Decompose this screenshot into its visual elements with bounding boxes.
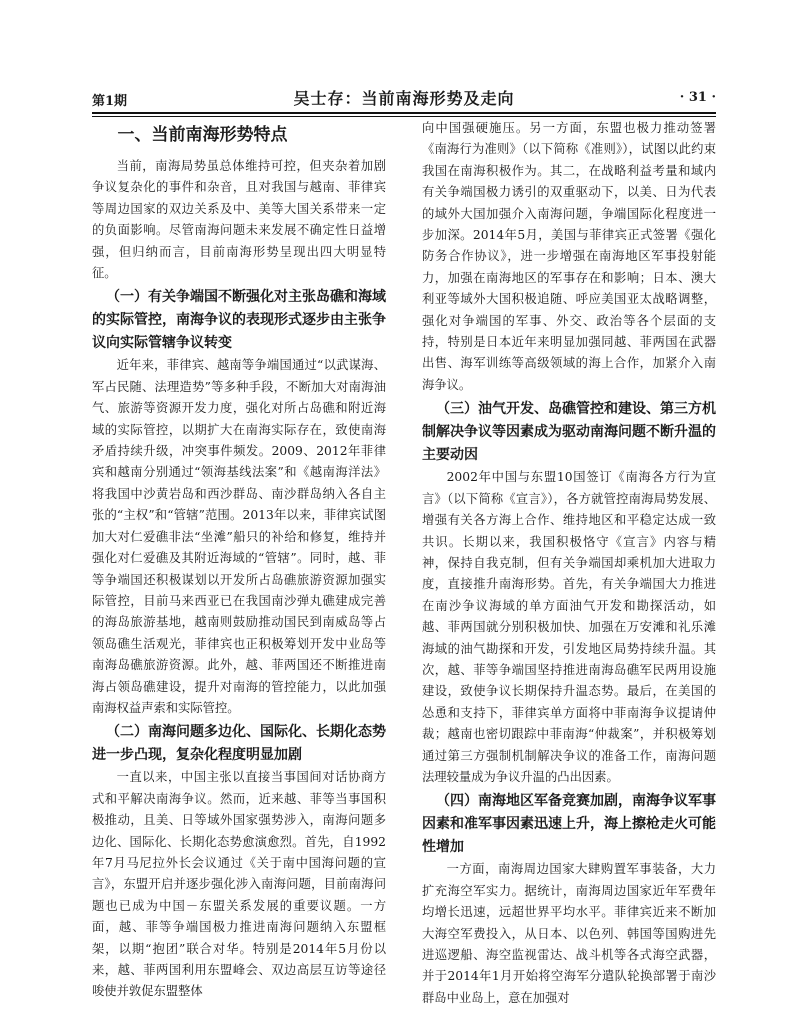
left-column bbox=[92, 118, 386, 1008]
running-title: 吴士存：当前南海形势及走向 bbox=[293, 89, 515, 108]
subsection-heading-4: （四）南海地区军备竞赛加剧，南海争议军事因素和准军事因素迅速上升，海上擦枪走火可能性增加 bbox=[422, 793, 716, 856]
section-title: 一、当前南海形势特点 bbox=[117, 125, 288, 145]
paragraph-1: 近年来，菲律宾、越南等争端国通过“以武谋海、军占民随、法理造势”等多种手段，不断加大对南海油气、旅游等资源开发力度，强化对所占岛礁和附近海域的实际管控，以期扩大在南海实际存在，致使南海矛盾持续升级，冲突事件频发。2009、2012年菲律宾和越南分别通过“领海基线法案”和《越南海洋法》将我国中沙黄岩岛和西沙群岛、南沙群岛纳入各自主张的“主权”和“管辖”范围。2013年以来，菲律宾试图加大对仁爱礁非法“坐滩”船只的补给和修复，维持并强化对仁爱礁及其附近海域的“管辖”。同时，越、菲等争端国还积极谋划以开发所占岛礁旅游资源加强实际管控，目前马来西亚已在我国南沙弹丸礁建成完善的海岛旅游基地，越南则鼓励推动国民到南威岛等占领岛礁生活观光，菲律宾也正积极筹划开发中业岛等南海岛礁旅游资源。此外，越、菲两国还不断推进南海占领岛礁建设，提升对南海的管控能力，以此加强南海权益声索和实际管控。 bbox=[92, 358, 386, 715]
running-header bbox=[92, 84, 716, 114]
header-rule-thin bbox=[92, 116, 716, 117]
subsection-heading-3: （三）油气开发、岛礁管控和建设、第三方机制解决争议等因素成为驱动南海问题不断升温的主要动因 bbox=[422, 401, 716, 464]
subsection-heading-2: （二）南海问题多边化、国际化、长期化态势进一步凸现，复杂化程度明显加剧 bbox=[92, 724, 386, 764]
header-rule-thick bbox=[92, 112, 716, 114]
page-number: · 31 · bbox=[679, 90, 716, 105]
paragraph-continued: 向中国强硬施压。另一方面，东盟也极力推动签署《南海行为准则》（以下简称《准则》），试图以此约束我国在南海积极作为。其二，在战略利益考量和域内有关争端国极力诱引的双重驱动下，以美、日为代表的域外大国加强介入南海问题，争端国际化程度进一步加深。2014年5月，美国与菲律宾正式签署《强化防务合作协议》，进一步增强在南海地区军事投射能力，加强在南海地区的军事存在和影响；日本、澳大利亚等域外大国积极追随、呼应美国亚太战略调整，强化对争端国的军事、外交、政治等各个层面的支持，特别是日本近年来明显加强同越、菲两国在武器出售、海军训练等高级领域的海上合作，加紧介入南海争议。 bbox=[422, 121, 716, 392]
paragraph-2: 一直以来，中国主张以直接当事国间对话协商方式和平解决南海争议。然而，近来越、菲等当事国积极推动，且美、日等域外国家强势涉入，南海问题多边化、国际化、长期化态势愈演愈烈。首先，自1992年7月马尼拉外长会议通过《关于南中国海问题的宣言》，东盟开启并逐步强化涉入南海问题，目前南海问题也已成为中国－东盟关系发展的重要议题。一方面，越、菲等争端国极力推进南海问题纳入东盟框架，以期“抱团”联合对华。特别是2014年5月份以来，越、菲两国利用东盟峰会、双边高层互访等途径唆使并敦促东盟整体 bbox=[92, 770, 386, 999]
subsection-heading-1: （一）有关争端国不断强化对主张岛礁和海域的实际管控，南海争议的表现形式逐步由主张争议向实际管辖争议转变 bbox=[92, 289, 386, 352]
issue-number: 第1期 bbox=[92, 94, 128, 109]
intro-paragraph: 当前，南海局势虽总体维持可控，但夹杂着加剧争议复杂化的事件和杂音，且对我国与越南、菲律宾等周边国家的双边关系及中、美等大国关系带来一定的负面影响。尽管南海问题未来发展不确定性日益增强，但归纳而言，目前南海形势呈现出四大明显特征。 bbox=[92, 159, 386, 281]
paragraph-3: 2002年中国与东盟10国签订《南海各方行为宣言》（以下简称《宣言》），各方就管控南海局势发展、增强有关各方海上合作、维持地区和平稳定达成一致共识。长期以来，我国积极恪守《宣言》内容与精神，保持自我克制，但有关争端国却乘机加大进取力度，直接推升南海形势。首先，有关争端国大力推进在南沙争议海域的单方面油气开发和勘探活动，如越、菲两国就分别积极加快、加强在万安滩和礼乐滩海域的油气勘探和开发，引发地区局势持续升温。其次，越、菲等争端国坚持推进南海岛礁军民两用设施建设，致使争议长期保持升温态势。最后，在美国的怂恿和支持下，菲律宾单方面将中菲南海争议提请仲裁；越南也密切跟踪中菲南海“仲裁案”，并积极筹划通过第三方强制机制解决争议的准备工作，南海问题法理较量成为争议升温的凸出因素。 bbox=[422, 470, 716, 784]
paragraph-4: 一方面，南海周边国家大肆购置军事装备，大力扩充海空军实力。据统计，南海周边国家近年军费年均增长迅速，远超世界平均水平。菲律宾近来不断加大海空军费投入，从日本、以色列、韩国等国购进先进巡逻船、海空监视雷达、战斗机等各式海空武器，并于2014年1月开始将空海军分遣队轮换部署于南沙群岛中业岛上，意在加强对 bbox=[422, 862, 716, 1005]
right-column bbox=[422, 118, 716, 1008]
